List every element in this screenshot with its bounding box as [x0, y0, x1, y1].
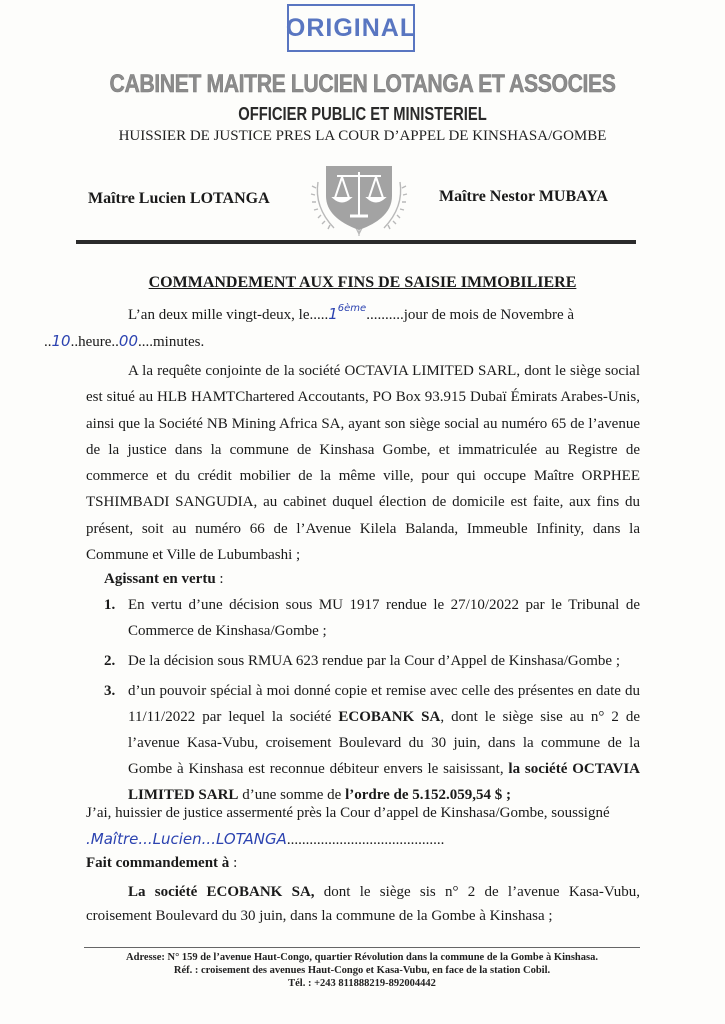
- footer-divider: [84, 947, 640, 948]
- bailiff-paragraph: [86, 800, 640, 853]
- header-divider: [76, 240, 636, 244]
- list-item-text-b: , dont le siège sise au n° 2 de l’avenue Kasa-Vubu, croisement Boulevard du 30 juin, dans la commune de la Gombe à Kinshasa est reconnue débiteur envers le saisissant,: [128, 709, 640, 777]
- list-item-text: De la décision sous RMUA 623 rendue par la Cour d’Appel de Kinshasa/Gombe ;: [128, 653, 620, 669]
- list-item-text: En vertu d’une décision sous MU 1917 rendue le 27/10/2022 par le Tribunal de Commerce de Kinshasa/Gombe ;: [128, 597, 640, 639]
- firm-court: HUISSIER DE JUSTICE PRES LA COUR D’APPEL DE KINSHASA/GOMBE: [118, 128, 607, 144]
- acting-heading-label: Agissant en vertu: [104, 571, 216, 587]
- handwritten-minutes: 00: [118, 332, 138, 350]
- document-title: COMMANDEMENT AUX FINS DE SAISIE IMMOBILIERE: [148, 274, 577, 291]
- date-prefix: L’an deux mille vingt-deux, le.....: [128, 307, 329, 323]
- firm-name: CABINET MAITRE LUCIEN LOTANGA ET ASSOCIES: [109, 70, 616, 98]
- date-paragraph: [44, 296, 640, 355]
- bailiff-line: J’ai, huissier de justice assermenté près la Cour d’appel de Kinshasa/Gombe, soussigné: [86, 805, 610, 821]
- command-heading-label: Fait commandement à: [86, 855, 230, 871]
- list-item-text-c: d’une somme de: [238, 787, 346, 803]
- command-heading-colon: :: [229, 855, 238, 871]
- hour-label: ..heure..: [70, 334, 119, 350]
- bailiff-name-dots: ..........................................: [286, 832, 445, 848]
- list-item: [104, 678, 640, 808]
- date-middle: ..........jour de mois de Novembre à: [366, 307, 575, 323]
- list-item-number: 3.: [104, 683, 116, 699]
- footer-address: Adresse: N° 159 de l’avenue Haut-Congo, quartier Révolution dans la commune de la Gombe à Kinshasa.: [126, 952, 598, 963]
- acting-heading: [104, 566, 658, 592]
- stamp-label: ORIGINAL: [285, 13, 417, 42]
- list-item-text-a: d’un pouvoir spécial à moi donné copie et remise avec celle des présentes en date du 11/11/2022 par lequel la société: [128, 683, 640, 725]
- debtor-text: dont le siège sis n° 2 de l’avenue Kasa-Vubu, croisement Boulevard du 30 juin, dans la commune de la Gombe à Kinshasa ;: [86, 884, 640, 924]
- footer-reference: Réf. : croisement des avenues Haut-Congo et Kasa-Vubu, en face de la station Cobil.: [173, 965, 551, 976]
- acting-heading-colon: :: [215, 571, 224, 587]
- command-heading: [86, 850, 640, 876]
- firm-subtitle: OFFICIER PUBLIC ET MINISTERIEL: [238, 104, 487, 124]
- creditor-name: la société OCTAVIA LIMITED SARL: [128, 761, 640, 803]
- debtor-paragraph: [86, 880, 640, 928]
- handwritten-day: 1: [328, 305, 338, 323]
- lawyer-left-name: Maître Lucien LOTANGA: [88, 190, 270, 207]
- handwritten-bailiff-name: .Maître...Lucien...LOTANGA: [86, 830, 287, 848]
- handwritten-hour: 10: [51, 332, 71, 350]
- list-item-number: 1.: [104, 597, 116, 613]
- original-stamp: [287, 4, 415, 52]
- lawyer-right-name: Maître Nestor MUBAYA: [439, 188, 608, 205]
- hour-prefix: ..: [44, 334, 52, 350]
- scales-of-justice-shield-icon: [304, 162, 414, 238]
- footer-phone: Tél. : +243 811888219-892004442: [288, 978, 436, 989]
- grounds-list: [104, 592, 640, 812]
- time-line: [44, 328, 204, 355]
- request-paragraph: A la requête conjointe de la société OCTAVIA LIMITED SARL, dont le siège social est situé au HLB HAMTChartered Accoutants, PO Box 93.915 Dubaï Émirats Arabes-Unis, ainsi que la Société NB Mining Africa SA, ayant son siège social au numéro 65 de l’avenue de la justice dans la commune de Kinshasa Gombe, et immatriculée au Registre de commerce et du crédit mobilier de la même ville, pour qui occupe Maître ORPHEE TSHIMBADI SANGUDIA, au cabinet duquel élection de domicile est faite, aux fins du présent, soit au numéro 66 de l’Avenue Kilela Balanda, Immeuble Infinity, dans la Commune et Ville de Lubumbashi ;: [86, 363, 640, 564]
- list-item: [104, 592, 640, 644]
- debtor-name: ECOBANK SA: [338, 709, 441, 725]
- debtor-bold: La société ECOBANK SA,: [128, 884, 315, 900]
- list-item: [104, 648, 640, 674]
- minutes-label: ....minutes.: [138, 334, 205, 350]
- handwritten-day-suffix: 6ème: [337, 303, 367, 314]
- debt-amount: l’ordre de 5.152.059,54 $ ;: [345, 787, 512, 803]
- list-item-number: 2.: [104, 653, 116, 669]
